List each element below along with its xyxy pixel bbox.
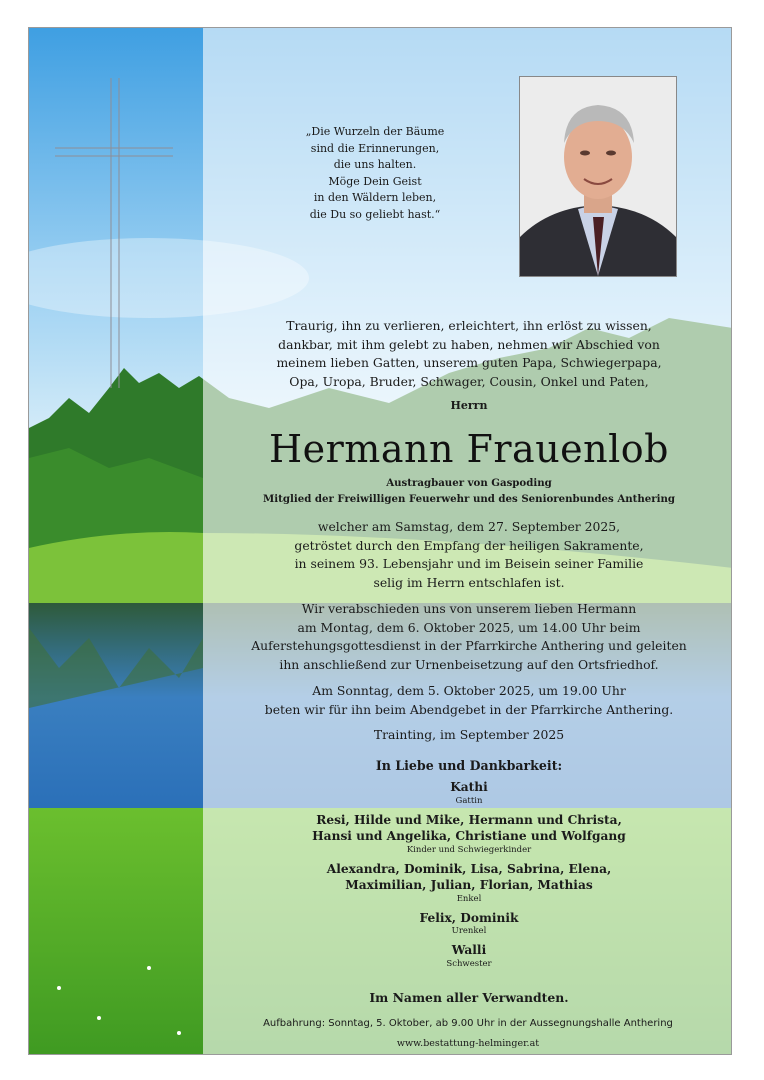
paragraph-line: welcher am Samstag, dem 27. September 2025, <box>317 519 621 534</box>
family-role: Kinder und Schwiegerkinder <box>406 844 532 855</box>
family-role: Enkel <box>456 893 482 904</box>
subtitle-line: Austragbauer von Gaspoding <box>386 477 552 489</box>
quote-line: sind die Erinnerungen, <box>310 141 440 155</box>
family-names: Hansi und Angelika, Christiane und Wolfgang <box>312 829 626 843</box>
intro-text <box>229 317 709 391</box>
family-names: Walli <box>451 943 487 957</box>
quote-line: Möge Dein Geist <box>328 174 422 188</box>
website-link[interactable]: www.bestattung-helminger.at <box>396 1038 540 1049</box>
paragraph-line: getröstet durch den Empfang der heiligen Sakramente, <box>294 537 644 553</box>
paragraph-line: am Montag, dem 6. Oktober 2025, um 14.00 Uhr beim <box>297 619 641 635</box>
paragraph-line: ihn anschließend zur Urnenbeisetzung auf den Ortsfriedhof. <box>279 656 659 672</box>
intro-line: meinem lieben Gatten, unserem guten Papa, Schwiegerpapa, <box>276 355 662 370</box>
parte-card <box>28 27 732 1055</box>
family-names: Kathi <box>450 780 488 794</box>
paragraph-line: beten wir für ihn beim Abendgebet in der Pfarrkirche Anthering. <box>264 701 674 717</box>
deceased-subtitle <box>229 475 709 507</box>
thanks-heading: In Liebe und Dankbarkeit: <box>375 758 563 773</box>
viewing-info: Aufbahrung: Sonntag, 5. Oktober, ab 9.00 Uhr in der Aussegnungshalle Anthering <box>263 1018 673 1029</box>
paragraph-line: Auferstehungsgottesdienst in der Pfarrkirche Anthering und geleiten <box>251 638 687 653</box>
memorial-quote <box>265 124 485 223</box>
family-names: Felix, Dominik <box>419 910 519 925</box>
family-names: Maximilian, Julian, Florian, Mathias <box>345 878 593 892</box>
intro-line: dankbar, mit ihm gelebt zu haben, nehmen wir Abschied von <box>278 336 660 352</box>
portrait-photo <box>519 76 677 277</box>
family-names: Alexandra, Dominik, Lisa, Sabrina, Elena, <box>326 861 612 876</box>
family-role: Schwester <box>446 958 492 969</box>
cross-icon <box>55 78 175 390</box>
death-paragraph <box>229 518 709 592</box>
deceased-name: Hermann Frauenlob <box>269 427 669 471</box>
funeral-paragraph <box>229 600 709 674</box>
all-relatives: Im Namen aller Verwandten. <box>369 990 569 1005</box>
quote-line: „Die Wurzeln der Bäume <box>305 125 445 138</box>
paragraph-line: in seinem 93. Lebensjahr und im Beisein seiner Familie <box>294 556 644 571</box>
intro-line: Traurig, ihn zu verlieren, erleichtert, ihn erlöst zu wissen, <box>286 318 652 333</box>
prayer-paragraph <box>229 682 709 719</box>
family-names: Resi, Hilde und Mike, Hermann und Christa, <box>316 812 622 827</box>
quote-line: die uns halten. <box>333 158 417 171</box>
family-role: Urenkel <box>451 926 487 936</box>
quote-line: die Du so geliebt hast.“ <box>309 207 441 221</box>
place-date: Trainting, im September 2025 <box>373 727 565 742</box>
family-list <box>229 779 709 975</box>
quote-line: in den Wäldern leben, <box>313 191 437 204</box>
salutation: Herrn <box>450 399 488 412</box>
subtitle-line: Mitglied der Freiwilligen Feuerwehr und des Seniorenbundes Anthering <box>263 493 675 505</box>
paragraph-line: Wir verabschieden uns von unserem lieben Hermann <box>301 601 637 616</box>
paragraph-line: Am Sonntag, dem 5. Oktober 2025, um 19.00 Uhr <box>312 683 626 698</box>
family-role: Gattin <box>455 795 483 806</box>
intro-line: Opa, Uropa, Bruder, Schwager, Cousin, Onkel und Paten, <box>289 373 649 389</box>
paragraph-line: selig im Herrn entschlafen ist. <box>373 574 565 590</box>
